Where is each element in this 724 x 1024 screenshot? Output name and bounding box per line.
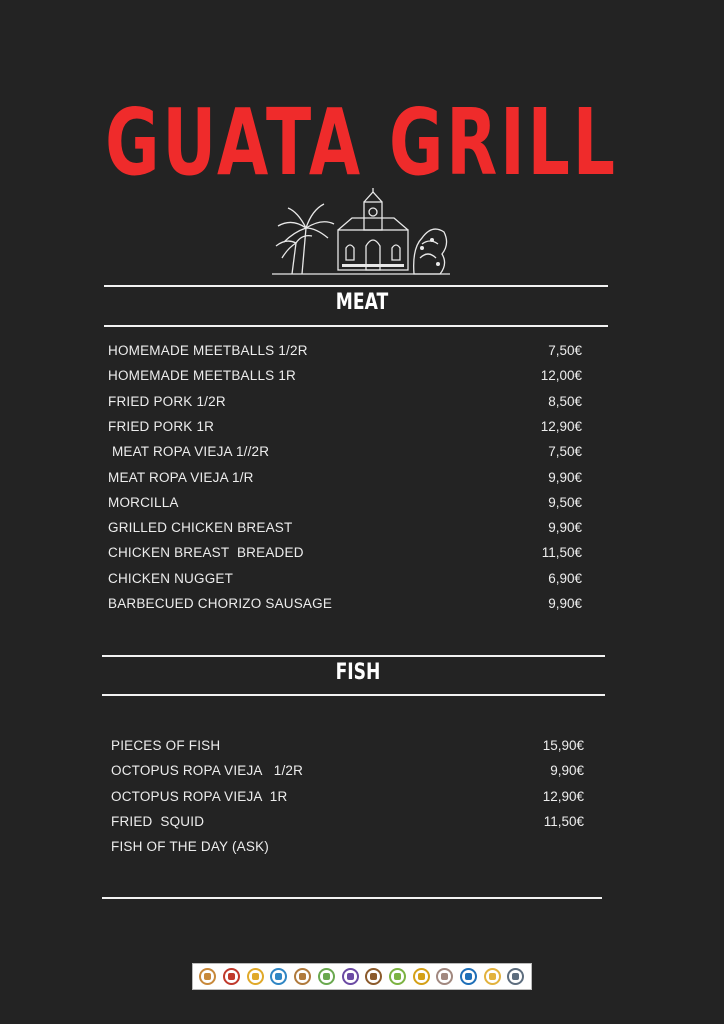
sulphites-icon [460,968,477,985]
lupin-icon [484,968,501,985]
menu-item-name: CHICKEN NUGGET [108,570,234,586]
church-sketch-logo [272,188,450,276]
menu-item-price: 12,00€ [540,368,582,384]
menu-item-name: HOMEMADE MEETBALLS 1R [108,368,296,384]
menu-item-price: 9,90€ [548,596,582,611]
menu-item-price: 12,90€ [542,788,584,804]
menu-item-price: 7,50€ [548,444,582,460]
menu-item-name: MEAT ROPA VIEJA 1//2R [108,444,270,460]
menu-item-name: HOMEMADE MEETBALLS 1/2R [108,343,308,358]
menu-item-name: PIECES OF FISH [111,738,221,753]
meat-heading: MEAT [335,290,389,315]
crustacean-icon [223,968,240,985]
mustard-icon [413,968,430,985]
nuts-icon [365,968,382,985]
molluscs-icon [507,968,524,985]
menu-item-name: MEAT ROPA VIEJA 1/R [108,469,254,485]
meat-bottom-divider [104,325,608,327]
menu-item-price: 9,90€ [548,469,582,485]
menu-item-price: 11,50€ [543,813,584,829]
menu-item-price: 11,50€ [541,545,582,561]
menu-item-price: 9,90€ [548,520,582,536]
menu-item-name: FRIED SQUID [111,813,205,829]
fish-icon [270,968,287,985]
egg-icon [247,968,264,985]
menu-item-price: 15,90€ [542,738,584,753]
sesame-icon [436,968,453,985]
allergen-icons-strip [192,963,532,990]
meat-top-divider [104,285,608,287]
celery-icon [389,968,406,985]
menu-item-name: FISH OF THE DAY (ASK) [111,839,269,855]
menu-item-price: 9,50€ [548,494,582,510]
milk-icon [342,968,359,985]
soy-icon [318,968,335,985]
menu-item-price: 6,90€ [548,570,582,586]
menu-item-price: 8,50€ [548,393,582,409]
menu-item-name: BARBECUED CHORIZO SAUSAGE [108,596,333,611]
menu-item-price: 12,90€ [540,418,582,434]
restaurant-title: GUATA GRILL [105,89,618,196]
menu-item-name: FRIED PORK 1/2R [108,393,226,409]
menu-item-name: GRILLED CHICKEN BREAST [108,520,293,536]
fish-bottom-divider [102,694,605,696]
menu-item-name: MORCILLA [108,494,179,510]
footer-divider [102,897,602,899]
menu-item-name: FRIED PORK 1R [108,418,215,434]
fish-top-divider [102,655,605,657]
menu-item-name: OCTOPUS ROPA VIEJA 1R [111,788,288,804]
menu-item-price: 7,50€ [548,343,582,358]
peanut-icon [294,968,311,985]
menu-item-name: CHICKEN BREAST BREADED [108,545,304,561]
fish-heading: FISH [335,660,381,685]
menu-item-name: OCTOPUS ROPA VIEJA 1/2R [111,763,304,779]
menu-item-price: 9,90€ [550,763,584,779]
gluten-icon [199,968,216,985]
